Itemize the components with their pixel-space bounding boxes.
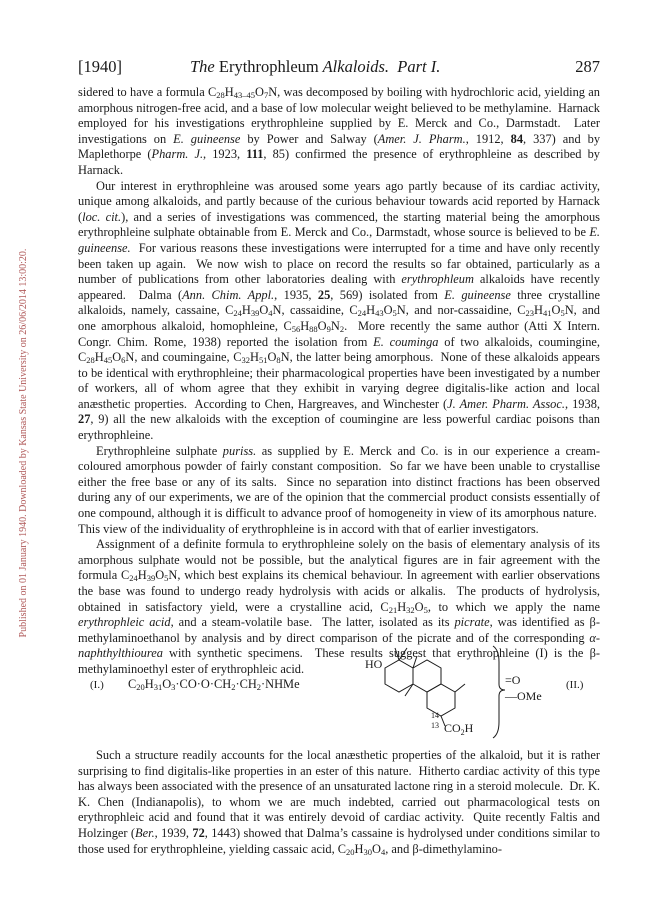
formula-ii-label: (II.) (566, 679, 584, 691)
running-title: The Erythrophleum Alkaloids. Part I. (190, 57, 441, 76)
ring-a (385, 660, 413, 692)
methoxy-label: —OMe (505, 689, 542, 703)
paragraph-2: Our interest in erythrophleine was aroused some years ago partly because of its cardiac activity, unique among alkaloids, and partly because of the curious behaviour towards acid reported by Harnack (loc. cit.), and a series of investigations was commenced, the starting material being the amorphous erythrophleine sulphate obtainable from E. Merck and Co., Darmstadt, whose source is believed to be E. guineense. For various reasons these investigations were interrupted for a time and have only recently been taken up again. We now wish to place on record the results so far obtained, particularly as a number of publications from other laboratories dealing with erythrophleum alkaloids have recently appeared. Dalma (Ann. Chim. Appl., 1935, 25, 569) isolated from E. guineense three crystalline alkaloids, namely, cassaine, $C_{24}H_{39}O_4N$, cassaidine, $C_{24}H_{43}O_5N$, and nor-cassaidine, $C_{23}H_{41}O_5N$, and one amorphous alkaloid, homophleine, $C_{56}H_{88}O_9N_2$. More recently the same author (Atti X Intern. Congr. Chim. Rome, 1938) reported the isolation from E. couminga of two alkaloids, coumingine, $C_{28}H_{45}O_6N$, and coumingaine, $C_{32}H_{51}O_8N$, the latter being amorphous. None of these alkaloids appears to be identical with erythrophleine; their pharmacological properties have been investigated by a number of workers, all of whom agree that they exhibit in varying degree digitalis-like action and local anæsthetic properties. According to Chen, Hargreaves, and Winchester (J. Amer. Pharm. Assoc., 1938, 27, 9) all the new alkaloids with the exception of coumingine are less powerful cardiac poisons than erythrophleine. (78, 178, 601, 443)
body-text-bottom (78, 748, 600, 857)
body-text-top (78, 85, 600, 678)
paragraph-4: Assignment of a definite formula to erythrophleine solely on the basis of elementary analysis of its amorphous sulphate would not be possible, but the analytical figures are in fair agreement with the formula $C_{24}H_{39}O_5N$, which best explains its chemical behaviour. In agreement with earlier observations the base was found to undergo ready hydrolysis with acids or alkalis. The products of hydrolysis, obtained in satisfactory yield, were a crystalline acid, $C_{21}H_{32}O_5$, to which we apply the name erythrophleic acid, and a steam-volatile base. The latter, isolated as its picrate, was identified as β-methylaminoethanol by analysis and by direct comparison of the picrate and of the corresponding α-naphthylthiourea with synthetic specimens. These results suggest that erythrophleine (I) is the β-methylaminoethyl ester of erythrophleic acid. (78, 537, 601, 676)
journal-year: [1940] (78, 57, 122, 76)
structure-ii-diagram (365, 640, 565, 740)
formula-i-label: (I.) (90, 679, 104, 691)
position-13-label: 13 (431, 721, 439, 730)
position-14-label: 14 (431, 711, 439, 720)
ring-b (413, 660, 441, 692)
paragraph-3: Erythrophleine sulphate puriss. as supplied by E. Merck and Co. is in our experience a cream-coloured amorphous powder of fairly constant composition. So far we have been unable to crystallise either the free base or any of its salts. Since no separation into distinct fractions has been observed during any of our experiments, we are of the opinion that the commercial product consists essentially of one compound, although it is difficult to advance proof of homogeneity in view of its amorphous nature. This view of the individuality of erythrophleine is in accord with that of earlier investigators. (78, 443, 600, 536)
formula-i: $C_{20}H_{31}O_3\cdot CO\cdot O\cdot CH_2\cdot CH_2\cdot NHMe$ (128, 677, 300, 692)
keto-label: =O (505, 673, 521, 687)
download-watermark: Published on 01 January 1940. Downloaded by Kansas State University on 26/06/2014 13:00:20. (18, 248, 29, 638)
paragraph-1: sidered to have a formula $C_{28}H_{43-45}O_7N$, was decomposed by boiling with hydrochloric acid, yielding an amorphous nitrogen-free acid, and a base of low molecular weight believed to be methylamine. Harnack employed for his investigations erythrophleine supplied by E. Merck and Co., Darmstadt. Later investigations on E. guineense by Power and Salway (Amer. J. Pharm., 1912, 84, 337) and by Maplethorpe (Pharm. J., 1923, 111, 85) confirmed the presence of erythrophleine as described by Harnack. (78, 85, 601, 177)
running-header (78, 57, 600, 79)
paragraph-5: Such a structure readily accounts for the local anæsthetic properties of the alkaloid, but it is rather surprising to find digitalis-like properties in an ester of this nature. Hitherto cardiac activity of this type has always been associated with the presence of an unsaturated lactone ring in a steroid molecule. Dr. K. K. Chen (Indianapolis), to whom we are much indebted, carried out pharmacological tests on erythrophleic acid and found that it was entirely devoid of cardiac activity. Quite recently Faltis and Holzinger (Ber., 1939, 72, 1443) showed that Dalma’s cassaine is hydrolysed under conditions similar to those used for erythrophleine, yielding cassaic acid, $C_{20}H_{30}O_4$, and β-dimethylamino- (78, 748, 600, 857)
page-number: 287 (575, 57, 600, 76)
carboxyl-label: $CO_2H$ (444, 721, 474, 737)
ho-label: HO (365, 657, 383, 671)
